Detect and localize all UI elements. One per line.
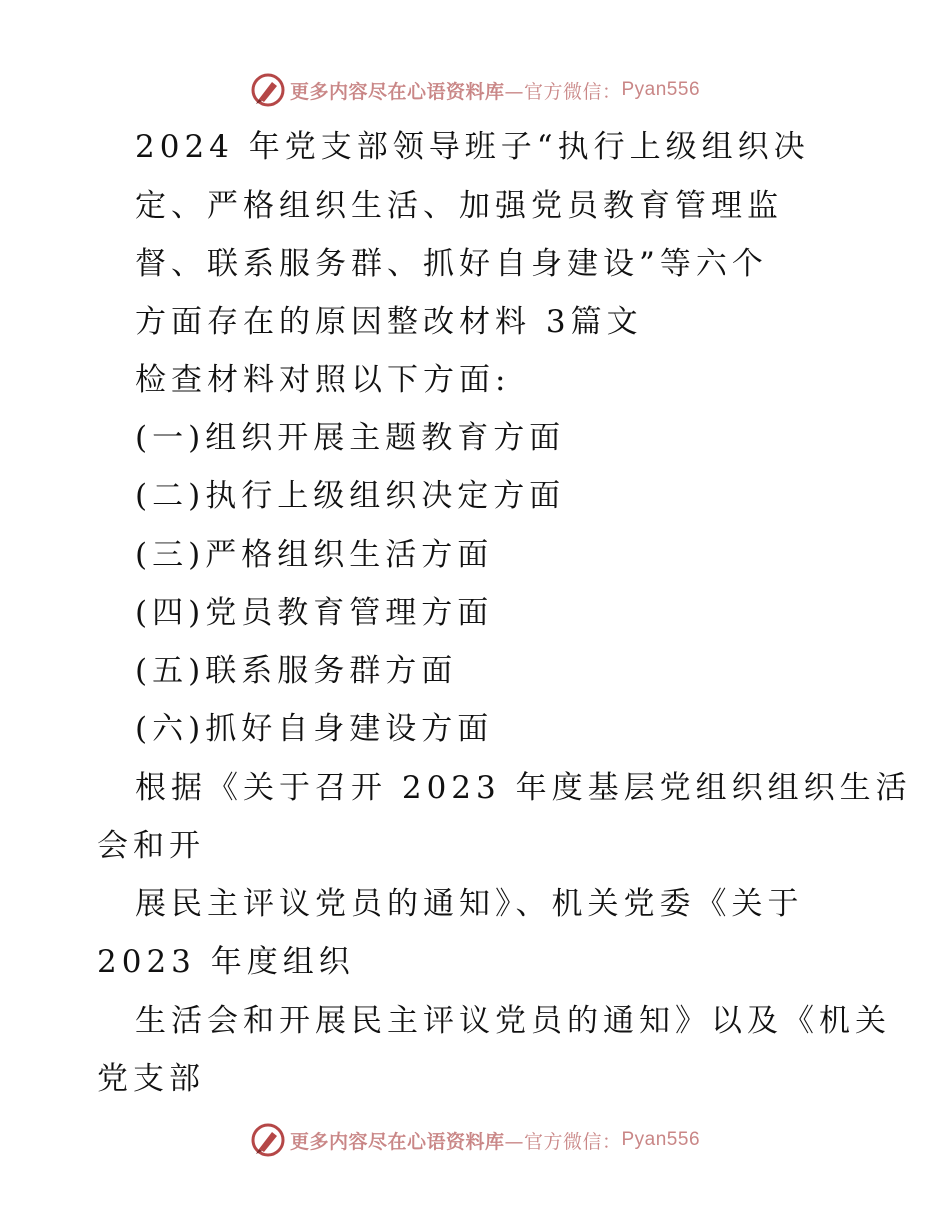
body-line-5: 生活会和开展民主评议党员的通知》以及《机关 <box>135 1003 891 1039</box>
pen-logo-icon <box>250 72 286 108</box>
watermark-main-text: 更多内容尽在心语资料库 <box>289 80 505 103</box>
body-line-3: 展民主评议党员的通知》、机关党委《关于 <box>135 886 804 922</box>
header-watermark <box>0 70 950 110</box>
aspect-item-4: (四)党员教育管理方面 <box>135 595 494 631</box>
watermark-handle: Pyan556 <box>621 79 701 100</box>
watermark-handle: Pyan556 <box>621 1129 701 1150</box>
body-line-6: 党支部 <box>97 1061 205 1097</box>
body-line-4: 2023 年度组织 <box>97 944 355 980</box>
watermark-separator: —官方微信： <box>504 1130 622 1153</box>
aspect-item-2: (二)执行上级组织决定方面 <box>135 478 566 514</box>
title-line-1: 2024 年党支部领导班子“执行上级组织决 <box>135 129 810 165</box>
intro-line: 检查材料对照以下方面: <box>135 362 511 398</box>
footer-watermark <box>0 1120 950 1160</box>
body-line-1: 根据《关于召开 2023 年度基层党组织组织生活 <box>135 770 912 806</box>
aspect-item-6: (六)抓好自身建设方面 <box>135 711 494 747</box>
aspect-item-3: (三)严格组织生活方面 <box>135 537 494 573</box>
body-line-2: 会和开 <box>97 828 205 864</box>
aspect-item-1: (一)组织开展主题教育方面 <box>135 420 566 456</box>
pen-logo-icon <box>250 1122 286 1158</box>
watermark-separator: —官方微信： <box>504 80 622 103</box>
aspect-item-5: (五)联系服务群方面 <box>135 653 458 689</box>
title-line-3: 督、联系服务群、抓好自身建设”等六个 <box>135 246 768 282</box>
title-line-4: 方面存在的原因整改材料 3篇文 <box>135 304 643 340</box>
watermark-main-text: 更多内容尽在心语资料库 <box>289 1130 505 1153</box>
title-line-2: 定、严格组织生活、加强党员教育管理监 <box>135 188 783 224</box>
